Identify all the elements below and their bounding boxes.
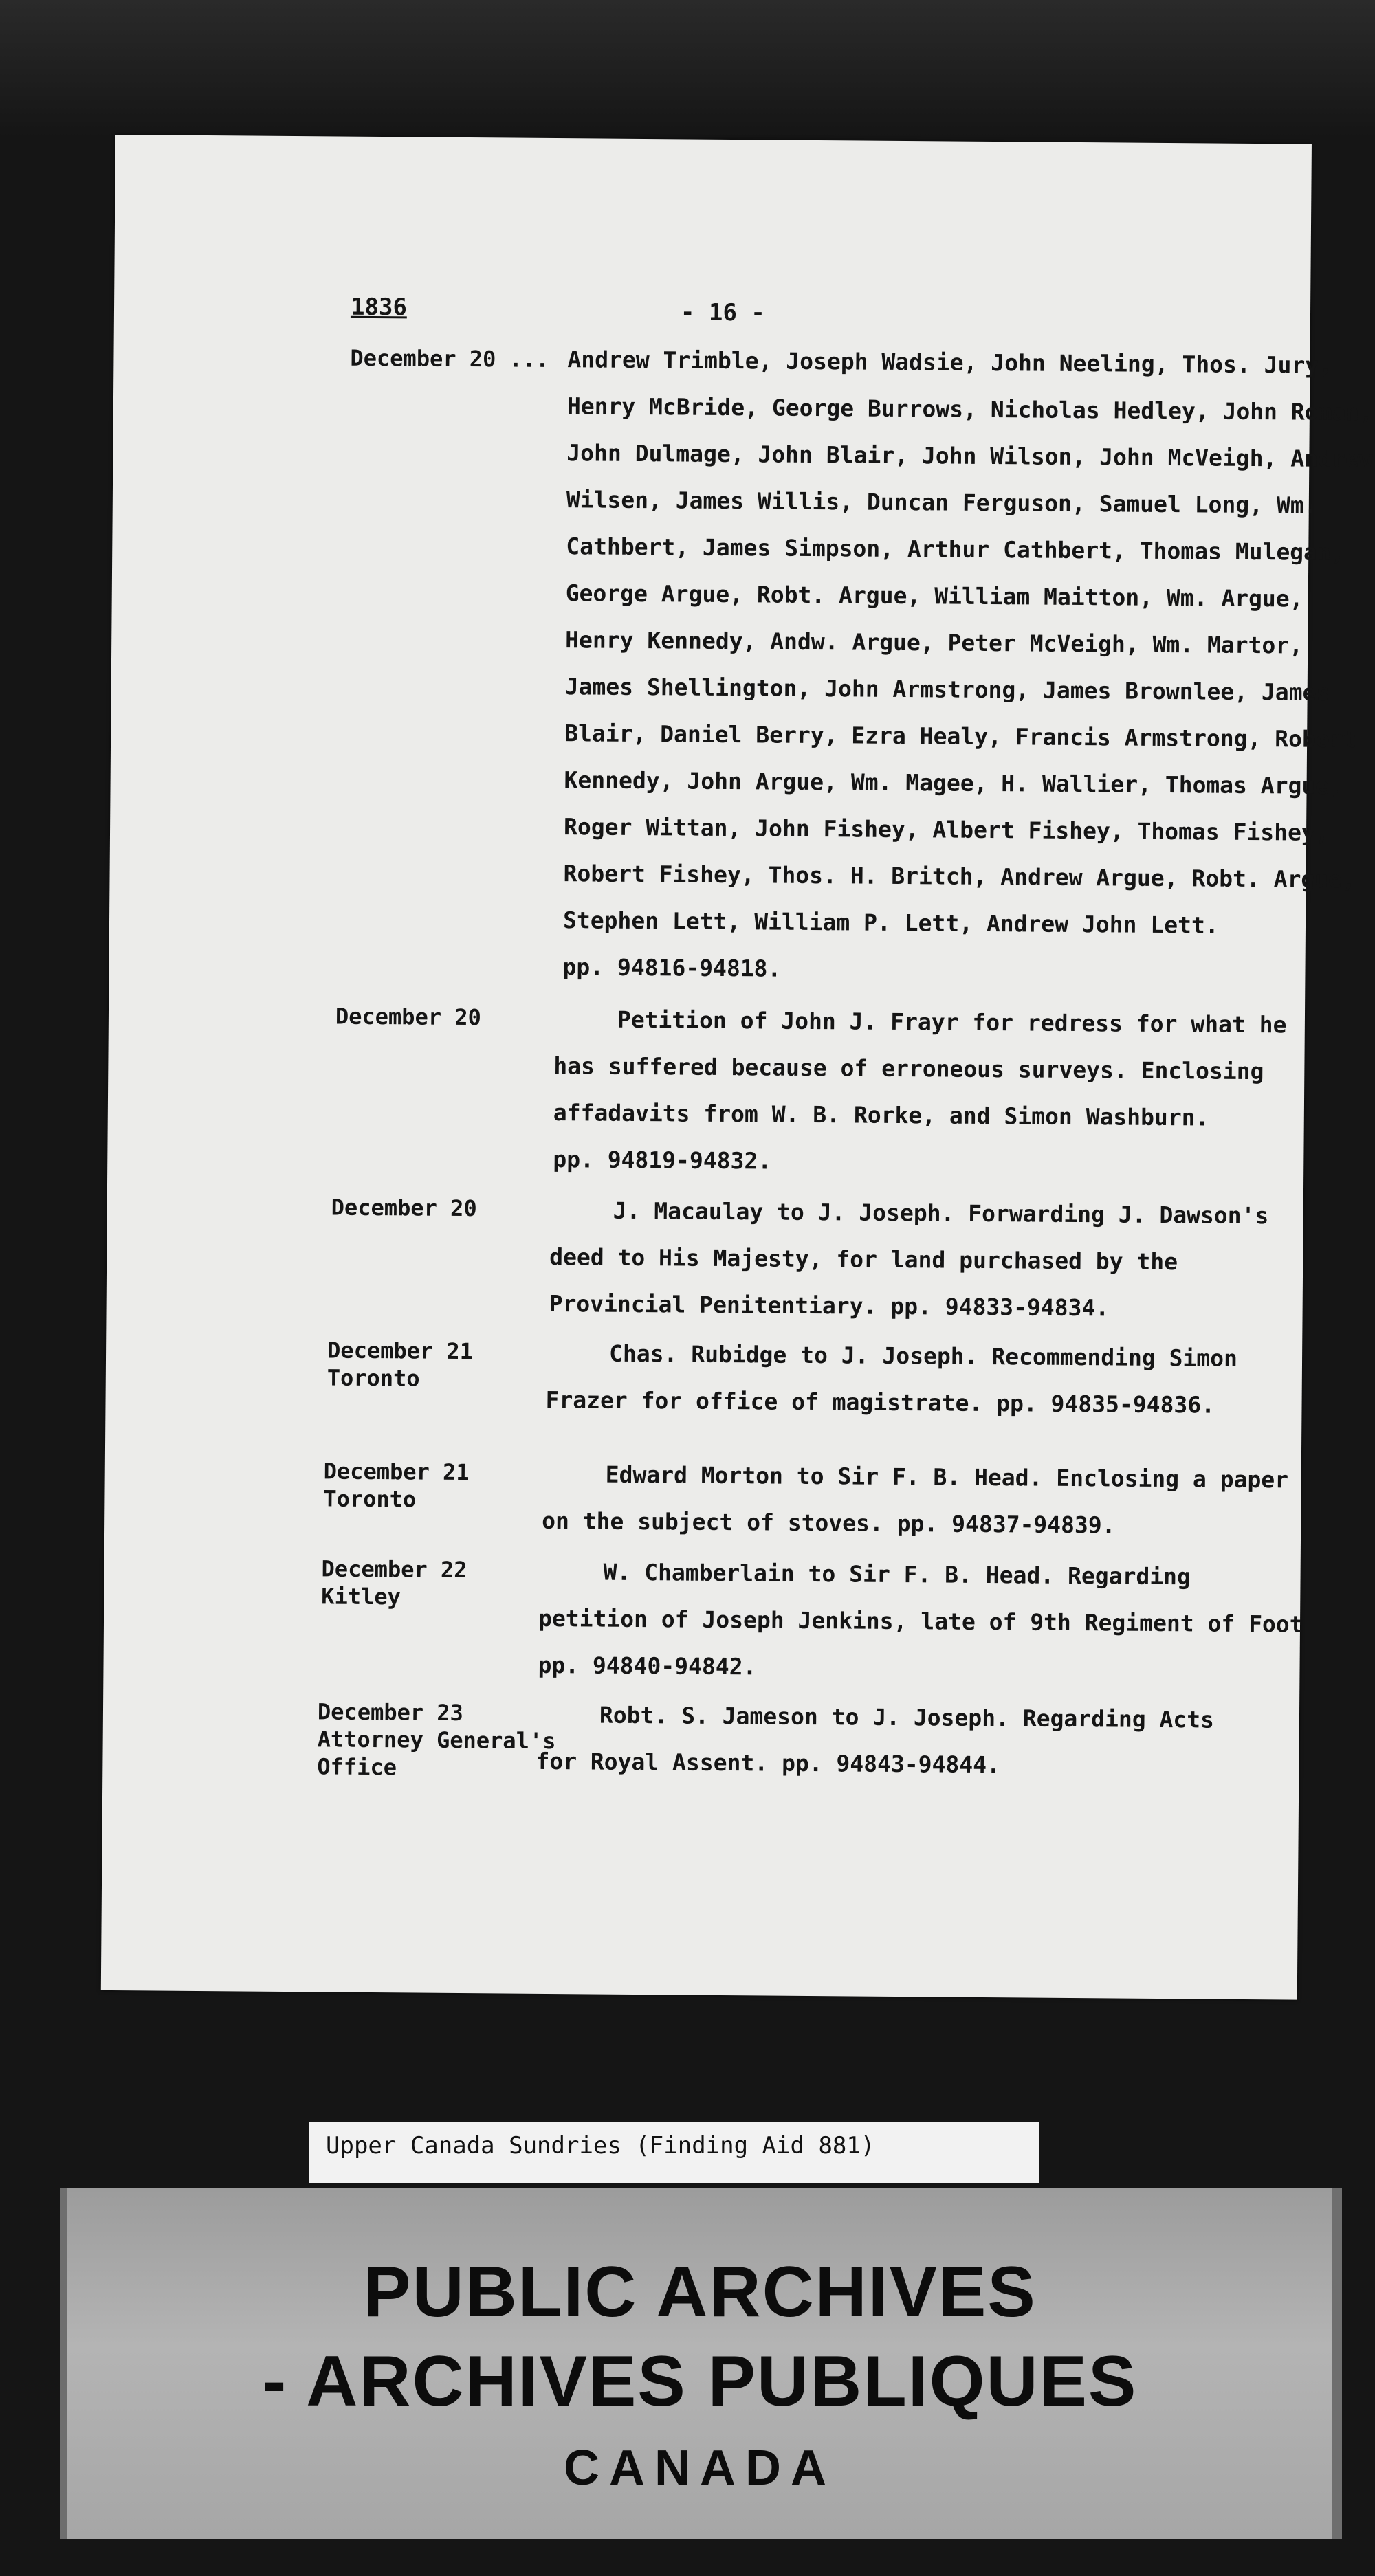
entry-line: Roger Wittan, John Fishey, Albert Fishey, Thomas Fishey, xyxy=(563,813,1329,846)
entry-date: December 20 xyxy=(335,1003,482,1031)
entry-line: petition of Joseph Jenkins, late of 9th Regiment of Foot. xyxy=(538,1604,1317,1638)
year-heading: 1836 xyxy=(350,293,408,322)
entry-line: W. Chamberlain to Sir F. B. Head. Regarding xyxy=(603,1558,1191,1590)
entry-line: Kennedy, John Argue, Wm. Magee, H. Wallier, Thomas Argue, xyxy=(564,766,1343,800)
entry-line: J. Macaulay to J. Joseph. Forwarding J. Dawson's xyxy=(613,1197,1269,1230)
entry-line: Henry McBride, George Burrows, Nicholas Hedley, John Roman, xyxy=(566,392,1374,426)
entry-line: Frazer for office of magistrate. pp. 94835-94836. xyxy=(545,1386,1216,1419)
public-archives-stamp xyxy=(60,2188,1342,2539)
entry-date: December 20 ... xyxy=(350,344,549,373)
entry-line: Blair, Daniel Berry, Ezra Healy, Francis Armstrong, Robert xyxy=(564,720,1357,753)
entry-line: Chas. Rubidge to J. Joseph. Recommending Simon xyxy=(608,1340,1238,1372)
stamp-line-3: CANADA xyxy=(564,2441,836,2496)
entry-line: Provincial Penitentiary. pp. 94833-94834. xyxy=(549,1290,1110,1322)
entry-line: pp. 94819-94832. xyxy=(553,1146,772,1175)
entry-date: December 21 Toronto xyxy=(323,1458,470,1513)
entry-line: Robt. S. Jameson to J. Joseph. Regarding Acts xyxy=(599,1701,1215,1733)
entry-line: John Dulmage, John Blair, John Wilson, John McVeigh, Andrew xyxy=(566,439,1373,473)
entry-date: December 22 Kitley xyxy=(321,1555,468,1610)
entry-line: Robert Fishey, Thos. H. Britch, Andrew Argue, Robt. Argue, xyxy=(563,860,1356,893)
finding-aid-label-text: Upper Canada Sundries (Finding Aid 881) xyxy=(326,2132,875,2159)
entry-line: pp. 94840-94842. xyxy=(538,1651,757,1680)
entry-line: Edward Morton to Sir F. B. Head. Enclosing a paper xyxy=(605,1461,1289,1494)
entry-line: has suffered because of erroneous surveys. Enclosing xyxy=(553,1052,1264,1085)
stamp-line-2: - ARCHIVES PUBLIQUES xyxy=(262,2342,1138,2421)
film-border-top xyxy=(0,0,1375,137)
entry-date: December 23 Attorney General's Office xyxy=(317,1698,556,1781)
entry-date: December 21 Toronto xyxy=(327,1337,474,1392)
entry-line: on the subject of stoves. pp. 94837-94839. xyxy=(542,1507,1116,1539)
document-page xyxy=(101,135,1374,2000)
entry-line: Andrew Trimble, Joseph Wadsie, John Neeling, Thos. Jury, xyxy=(567,346,1333,379)
entry-line: Cathbert, James Simpson, Arthur Cathbert, Thomas Mulegan, xyxy=(566,533,1345,566)
entry-line: Stephen Lett, William P. Lett, Andrew John Lett. xyxy=(562,907,1219,939)
entry-line: Henry Kennedy, Andw. Argue, Peter McVeigh, Wm. Martor, xyxy=(565,626,1304,659)
entry-line: deed to His Majesty, for land purchased by the xyxy=(549,1243,1178,1276)
entry-line: affadavits from W. B. Rorke, and Simon Washburn. xyxy=(553,1099,1209,1131)
entry-date: December 20 xyxy=(331,1194,477,1222)
finding-aid-label xyxy=(309,2122,1040,2183)
entry-line: James Shellington, John Armstrong, James Brownlee, James xyxy=(564,673,1330,706)
entry-line: for Royal Assent. pp. 94843-94844. xyxy=(536,1747,1001,1779)
entry-line: Wilsen, James Willis, Duncan Ferguson, Samuel Long, Wm. xyxy=(566,486,1318,519)
entry-line: pp. 94816-94818. xyxy=(562,953,782,982)
entry-line: Petition of John J. Frayr for redress for what he xyxy=(617,1006,1287,1039)
stamp-line-1: PUBLIC ARCHIVES xyxy=(363,2252,1037,2332)
entry-line: George Argue, Robt. Argue, William Maitton, Wm. Argue, xyxy=(565,579,1304,612)
page-number: - 16 - xyxy=(680,298,765,327)
